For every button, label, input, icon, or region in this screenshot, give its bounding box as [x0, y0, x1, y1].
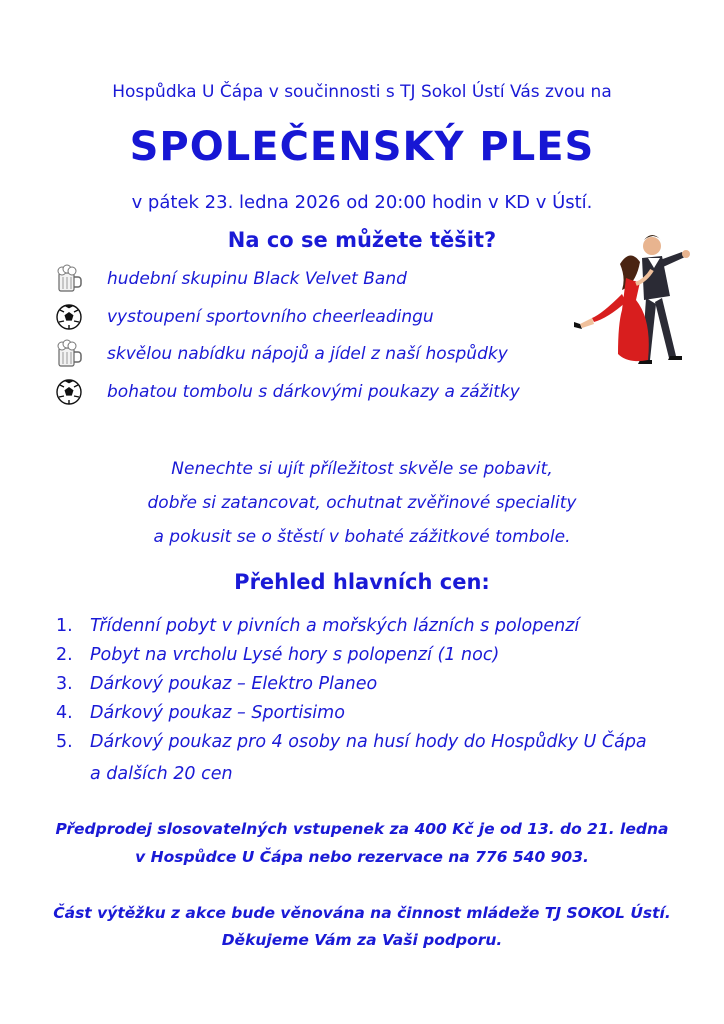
soccer-ball-icon: [52, 300, 86, 334]
prizes-list: [56, 616, 696, 761]
beer-mug-icon: [52, 262, 86, 296]
prize-text: Pobyt na vrcholu Lysé hory s polopenzí (1 noc): [90, 645, 500, 665]
prize-text: Třídenní pobyt v pivních a mořských lázních s polopenzí: [90, 616, 580, 636]
invitation-paragraph: [0, 452, 724, 554]
feature-text: hudební skupinu Black Velvet Band: [107, 269, 407, 289]
list-item: [52, 337, 572, 375]
list-item: [52, 375, 572, 413]
beer-mug-icon: [52, 337, 86, 371]
prize-number: 3.: [56, 674, 73, 694]
paragraph-line: a pokusit se o štěstí v bohaté zážitkové tombole.: [153, 527, 571, 547]
list-item: [52, 262, 572, 300]
list-item: [56, 732, 696, 761]
paragraph-line: dobře si zatancovat, ochutnat zvěřinové speciality: [147, 493, 577, 513]
footer-line: Část výtěžku z akce bude věnována na činnost mládeže TJ SOKOL Ústí.: [53, 904, 671, 922]
prize-number: 5.: [56, 732, 73, 752]
list-item: [52, 300, 572, 338]
prize-number: 4.: [56, 703, 73, 723]
features-list: [52, 262, 572, 412]
list-item: [56, 616, 696, 645]
features-heading: Na co se můžete těšit?: [227, 228, 497, 252]
prize-number: 2.: [56, 645, 73, 665]
intro-line: Hospůdka U Čápa v součinnosti s TJ Sokol Ústí Vás zvou na: [112, 82, 612, 102]
list-item: [56, 645, 696, 674]
prizes-heading: Přehled hlavních cen:: [234, 570, 490, 594]
presale-line: Předprodej slosovatelných vstupenek za 400 Kč je od 13. do 21. ledna: [55, 820, 669, 838]
prize-text: Dárkový poukaz – Elektro Planeo: [90, 674, 378, 694]
event-date-line: v pátek 23. ledna 2026 od 20:00 hodin v KD v Ústí.: [131, 192, 593, 213]
prize-text: Dárkový poukaz – Sportisimo: [90, 703, 345, 723]
feature-text: skvělou nabídku nápojů a jídel z naší hospůdky: [107, 344, 508, 364]
prize-number: 1.: [56, 616, 73, 636]
list-item: [56, 674, 696, 703]
footer-line: Děkujeme Vám za Vaši podporu.: [221, 931, 503, 949]
event-title: SPOLEČENSKÝ PLES: [129, 124, 595, 170]
paragraph-line: Nenechte si ujít příležitost skvěle se pobavit,: [171, 459, 553, 479]
presale-line: v Hospůdce U Čápa nebo rezervace na 776 540 903.: [135, 848, 589, 866]
prize-text: Dárkový poukaz pro 4 osoby na husí hody do Hospůdky U Čápa: [90, 732, 647, 752]
soccer-ball-icon: [52, 375, 86, 409]
list-item: [56, 703, 696, 732]
feature-text: bohatou tombolu s dárkovými poukazy a zážitky: [107, 381, 520, 402]
dancing-couple-illustration: [574, 228, 704, 384]
feature-text: vystoupení sportovního cheerleadingu: [107, 306, 434, 327]
additional-prizes: a dalších 20 cen: [90, 764, 233, 784]
